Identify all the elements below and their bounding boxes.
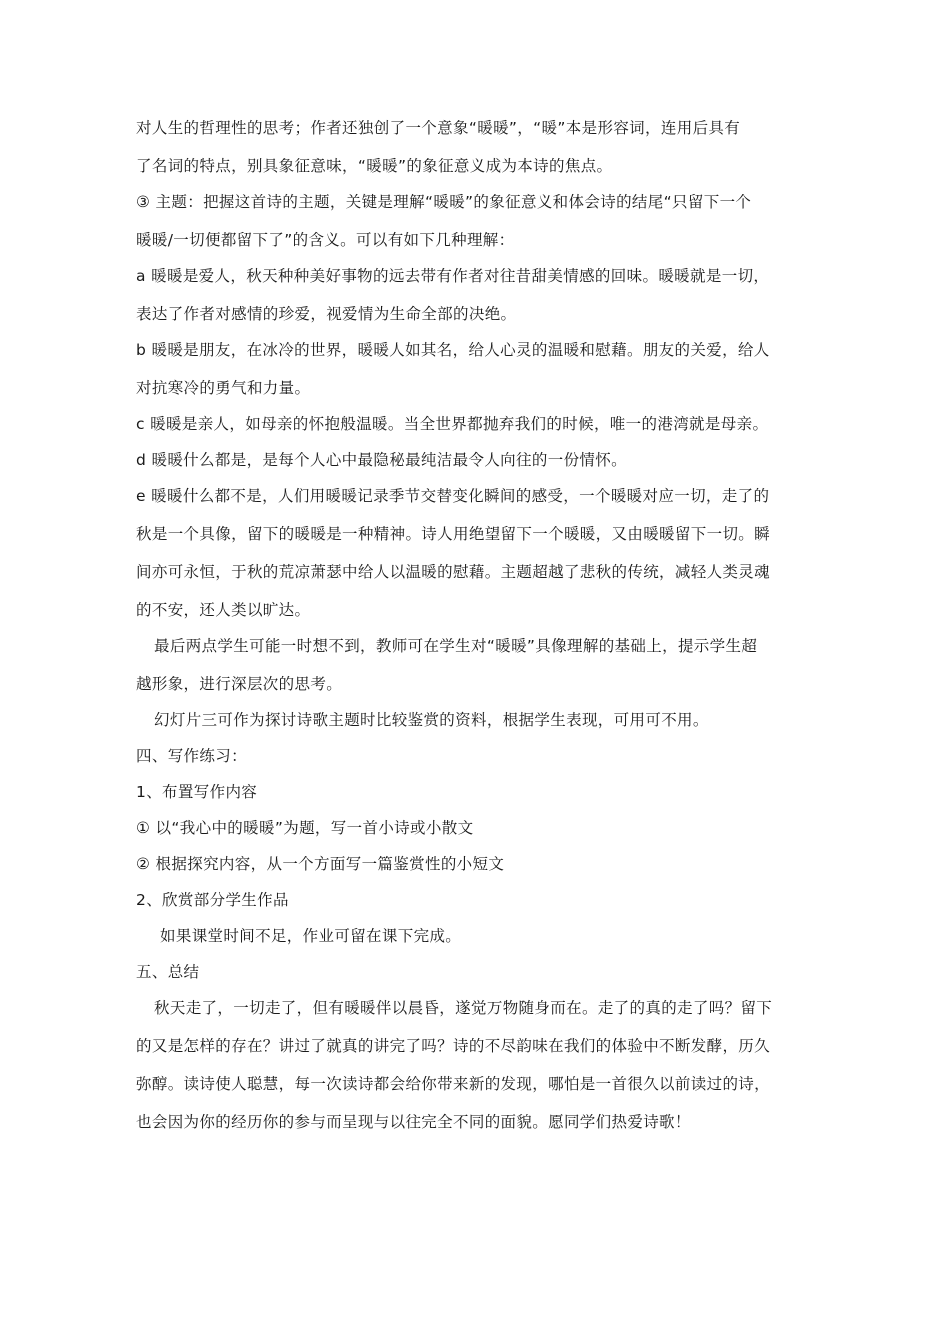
text-line: 2、欣赏部分学生作品 — [136, 891, 289, 909]
text-line: 对人生的哲理性的思考；作者还独创了一个意象“暖暖”，“暖”本是形容词，连用后具有 — [136, 119, 741, 137]
text-line: 如果课堂时间不足，作业可留在课下完成。 — [160, 927, 462, 945]
section-heading: 四、写作练习： — [136, 747, 247, 765]
text-line: ② 根据探究内容，从一个方面写一篇鉴赏性的小短文 — [136, 855, 505, 873]
text-line: 表达了作者对感情的珍爱，视爱情为生命全部的决绝。 — [136, 305, 517, 323]
text-line: c 暖暖是亲人，如母亲的怀抱般温暖。当全世界都抛弃我们的时候，唯一的港湾就是母亲。 — [136, 415, 769, 433]
text-line: 弥醇。读诗使人聪慧，每一次读诗都会给你带来新的发现，哪怕是一首很久以前读过的诗， — [136, 1075, 771, 1093]
text-line: a 暖暖是爱人，秋天种种美好事物的远去带有作者对往昔甜美情感的回味。暖暖就是一切， — [136, 267, 770, 285]
text-line: e 暖暖什么都不是，人们用暖暖记录季节交替变化瞬间的感受，一个暖暖对应一切，走了的 — [136, 487, 770, 505]
text-line: 的又是怎样的存在？讲过了就真的讲完了吗？诗的不尽韵味在我们的体验中不断发酵，历久 — [136, 1037, 771, 1055]
text-line: d 暖暖什么都是，是每个人心中最隐秘最纯洁最令人向往的一份情怀。 — [136, 451, 627, 469]
text-line: 的不安，还人类以旷达。 — [136, 601, 311, 619]
text-line: 秋天走了，一切走了，但有暖暖伴以晨昏，遂觉万物随身而在。走了的真的走了吗？留下 — [154, 999, 773, 1017]
text-line: 幻灯片三可作为探讨诗歌主题时比较鉴赏的资料，根据学生表现，可用可不用。 — [154, 711, 709, 729]
text-line: 也会因为你的经历你的参与而呈现与以往完全不同的面貌。愿同学们热爱诗歌！ — [136, 1113, 691, 1131]
text-line: b 暖暖是朋友，在冰冷的世界，暖暖人如其名，给人心灵的温暖和慰藉。朋友的关爱，给人 — [136, 341, 770, 359]
text-line: 最后两点学生可能一时想不到，教师可在学生对“暖暖”具像理解的基础上，提示学生超 — [154, 637, 758, 655]
text-line: 暖暖/一切便都留下了”的含义。可以有如下几种理解： — [136, 231, 515, 249]
text-line: 对抗寒冷的勇气和力量。 — [136, 379, 311, 397]
document-body — [136, 119, 816, 1132]
text-line: 了名词的特点，别具象征意味，“暖暖”的象征意义成为本诗的焦点。 — [136, 157, 613, 175]
text-line: ③ 主题：把握这首诗的主题，关键是理解“暖暖”的象征意义和体会诗的结尾“只留下一个 — [136, 193, 752, 211]
text-line: ① 以“我心中的暖暖”为题，写一首小诗或小散文 — [136, 819, 474, 837]
text-line: 1、布置写作内容 — [136, 783, 258, 801]
text-line: 越形象，进行深层次的思考。 — [136, 675, 343, 693]
text-line: 秋是一个具像，留下的暖暖是一种精神。诗人用绝望留下一个暖暖，又由暖暖留下一切。瞬 — [136, 525, 771, 543]
section-heading: 五、总结 — [136, 963, 200, 981]
text-line: 间亦可永恒，于秋的荒凉萧瑟中给人以温暖的慰藉。主题超越了悲秋的传统，减轻人类灵魂 — [136, 563, 771, 581]
